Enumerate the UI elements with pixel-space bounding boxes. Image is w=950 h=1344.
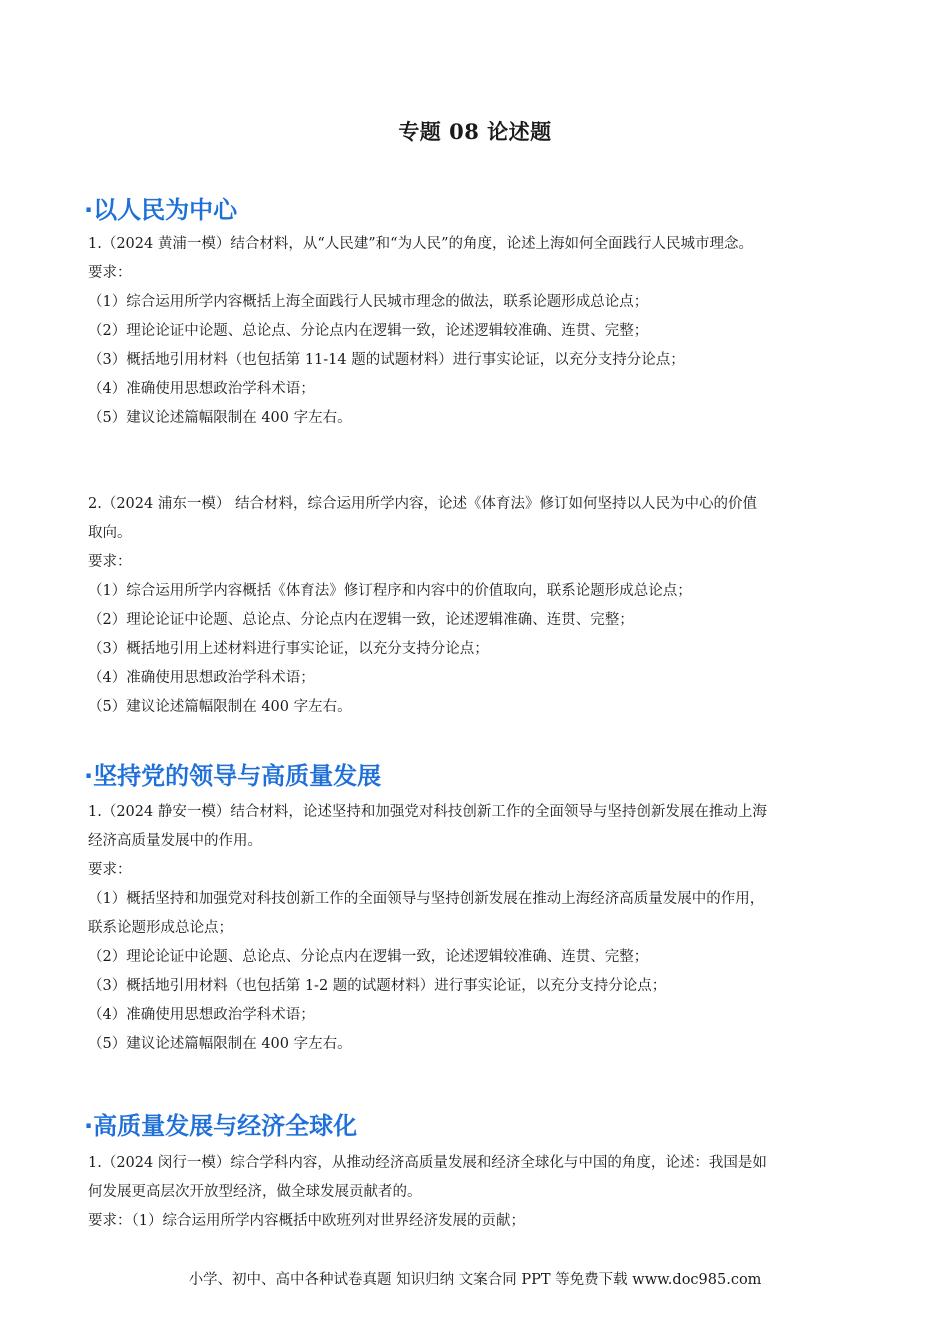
page-title: 专题 08 论述题 (398, 119, 552, 144)
page-footer[interactable]: 小学、初中、高中各种试卷真题 知识归纳 文案合同 PPT 等免费下载 www.doc985.com (188, 1272, 762, 1288)
question-line: （4）准确使用思想政治学科术语； (88, 670, 315, 686)
question-line: 1.（2024 静安一模）结合材料，论述坚持和加强党对科技创新工作的全面领导与坚持创新发展在推动上海 (88, 804, 767, 820)
question-line: （1）综合运用所学内容概括上海全面践行人民城市理念的做法，联系论题形成总论点； (88, 294, 649, 310)
section-heading-people-centered: ·以人民为中心 (84, 196, 238, 224)
question-line: （2）理论论证中论题、总论点、分论点内在逻辑一致，论述逻辑准确、连贯、完整； (88, 612, 634, 628)
question-line: （2）理论论证中论题、总论点、分论点内在逻辑一致，论述逻辑较准确、连贯、完整； (88, 323, 649, 339)
question-line: （3）概括地引用材料（也包括第 11-14 题的试题材料）进行事实论证，以充分支持分论点； (88, 352, 685, 368)
question-line: （4）准确使用思想政治学科术语； (88, 1007, 315, 1023)
question-line: （2）理论论证中论题、总论点、分论点内在逻辑一致，论述逻辑较准确、连贯、完整； (88, 949, 649, 965)
question-line: 2.（2024 浦东一模） 结合材料，综合运用所学内容，论述《体育法》修订如何坚持以人民为中心的价值 (88, 496, 757, 512)
question-line: 1.（2024 闵行一模）综合学科内容，从推动经济高质量发展和经济全球化与中国的角度，论述：我国是如 (88, 1155, 767, 1171)
question-line: （3）概括地引用材料（也包括第 1-2 题的试题材料）进行事实论证，以充分支持分论点； (88, 978, 667, 994)
question-line: 要求： (88, 265, 132, 281)
question-line: （3）概括地引用上述材料进行事实论证，以充分支持分论点； (88, 641, 489, 657)
question-line: 何发展更高层次开放型经济，做全球发展贡献者的。 (88, 1184, 422, 1200)
question-line: （5）建议论述篇幅限制在 400 字左右。 (88, 699, 352, 715)
question-line: 要求： (88, 862, 132, 878)
question-line: 要求：（1）综合运用所学内容概括中欧班列对世界经济发展的贡献； (88, 1213, 525, 1229)
question-line: 取向。 (88, 525, 132, 541)
question-line: （1）概括坚持和加强党对科技创新工作的全面领导与坚持创新发展在推动上海经济高质量发展中的作用， (88, 891, 765, 907)
section-heading-party-leadership: ·坚持党的领导与高质量发展 (84, 762, 382, 790)
question-line: 经济高质量发展中的作用。 (88, 833, 262, 849)
question-line: 要求： (88, 554, 132, 570)
question-line: （1）综合运用所学内容概括《体育法》修订程序和内容中的价值取向，联系论题形成总论点； (88, 583, 692, 599)
section-heading-globalization: ·高质量发展与经济全球化 (84, 1112, 358, 1140)
question-line: 联系论题形成总论点； (88, 920, 233, 936)
question-line: 1.（2024 黄浦一模）结合材料，从“人民建”和“为人民”的角度，论述上海如何全面践行人民城市理念。 (88, 236, 753, 252)
question-line: （4）准确使用思想政治学科术语； (88, 381, 315, 397)
question-line: （5）建议论述篇幅限制在 400 字左右。 (88, 410, 352, 426)
question-line: （5）建议论述篇幅限制在 400 字左右。 (88, 1036, 352, 1052)
